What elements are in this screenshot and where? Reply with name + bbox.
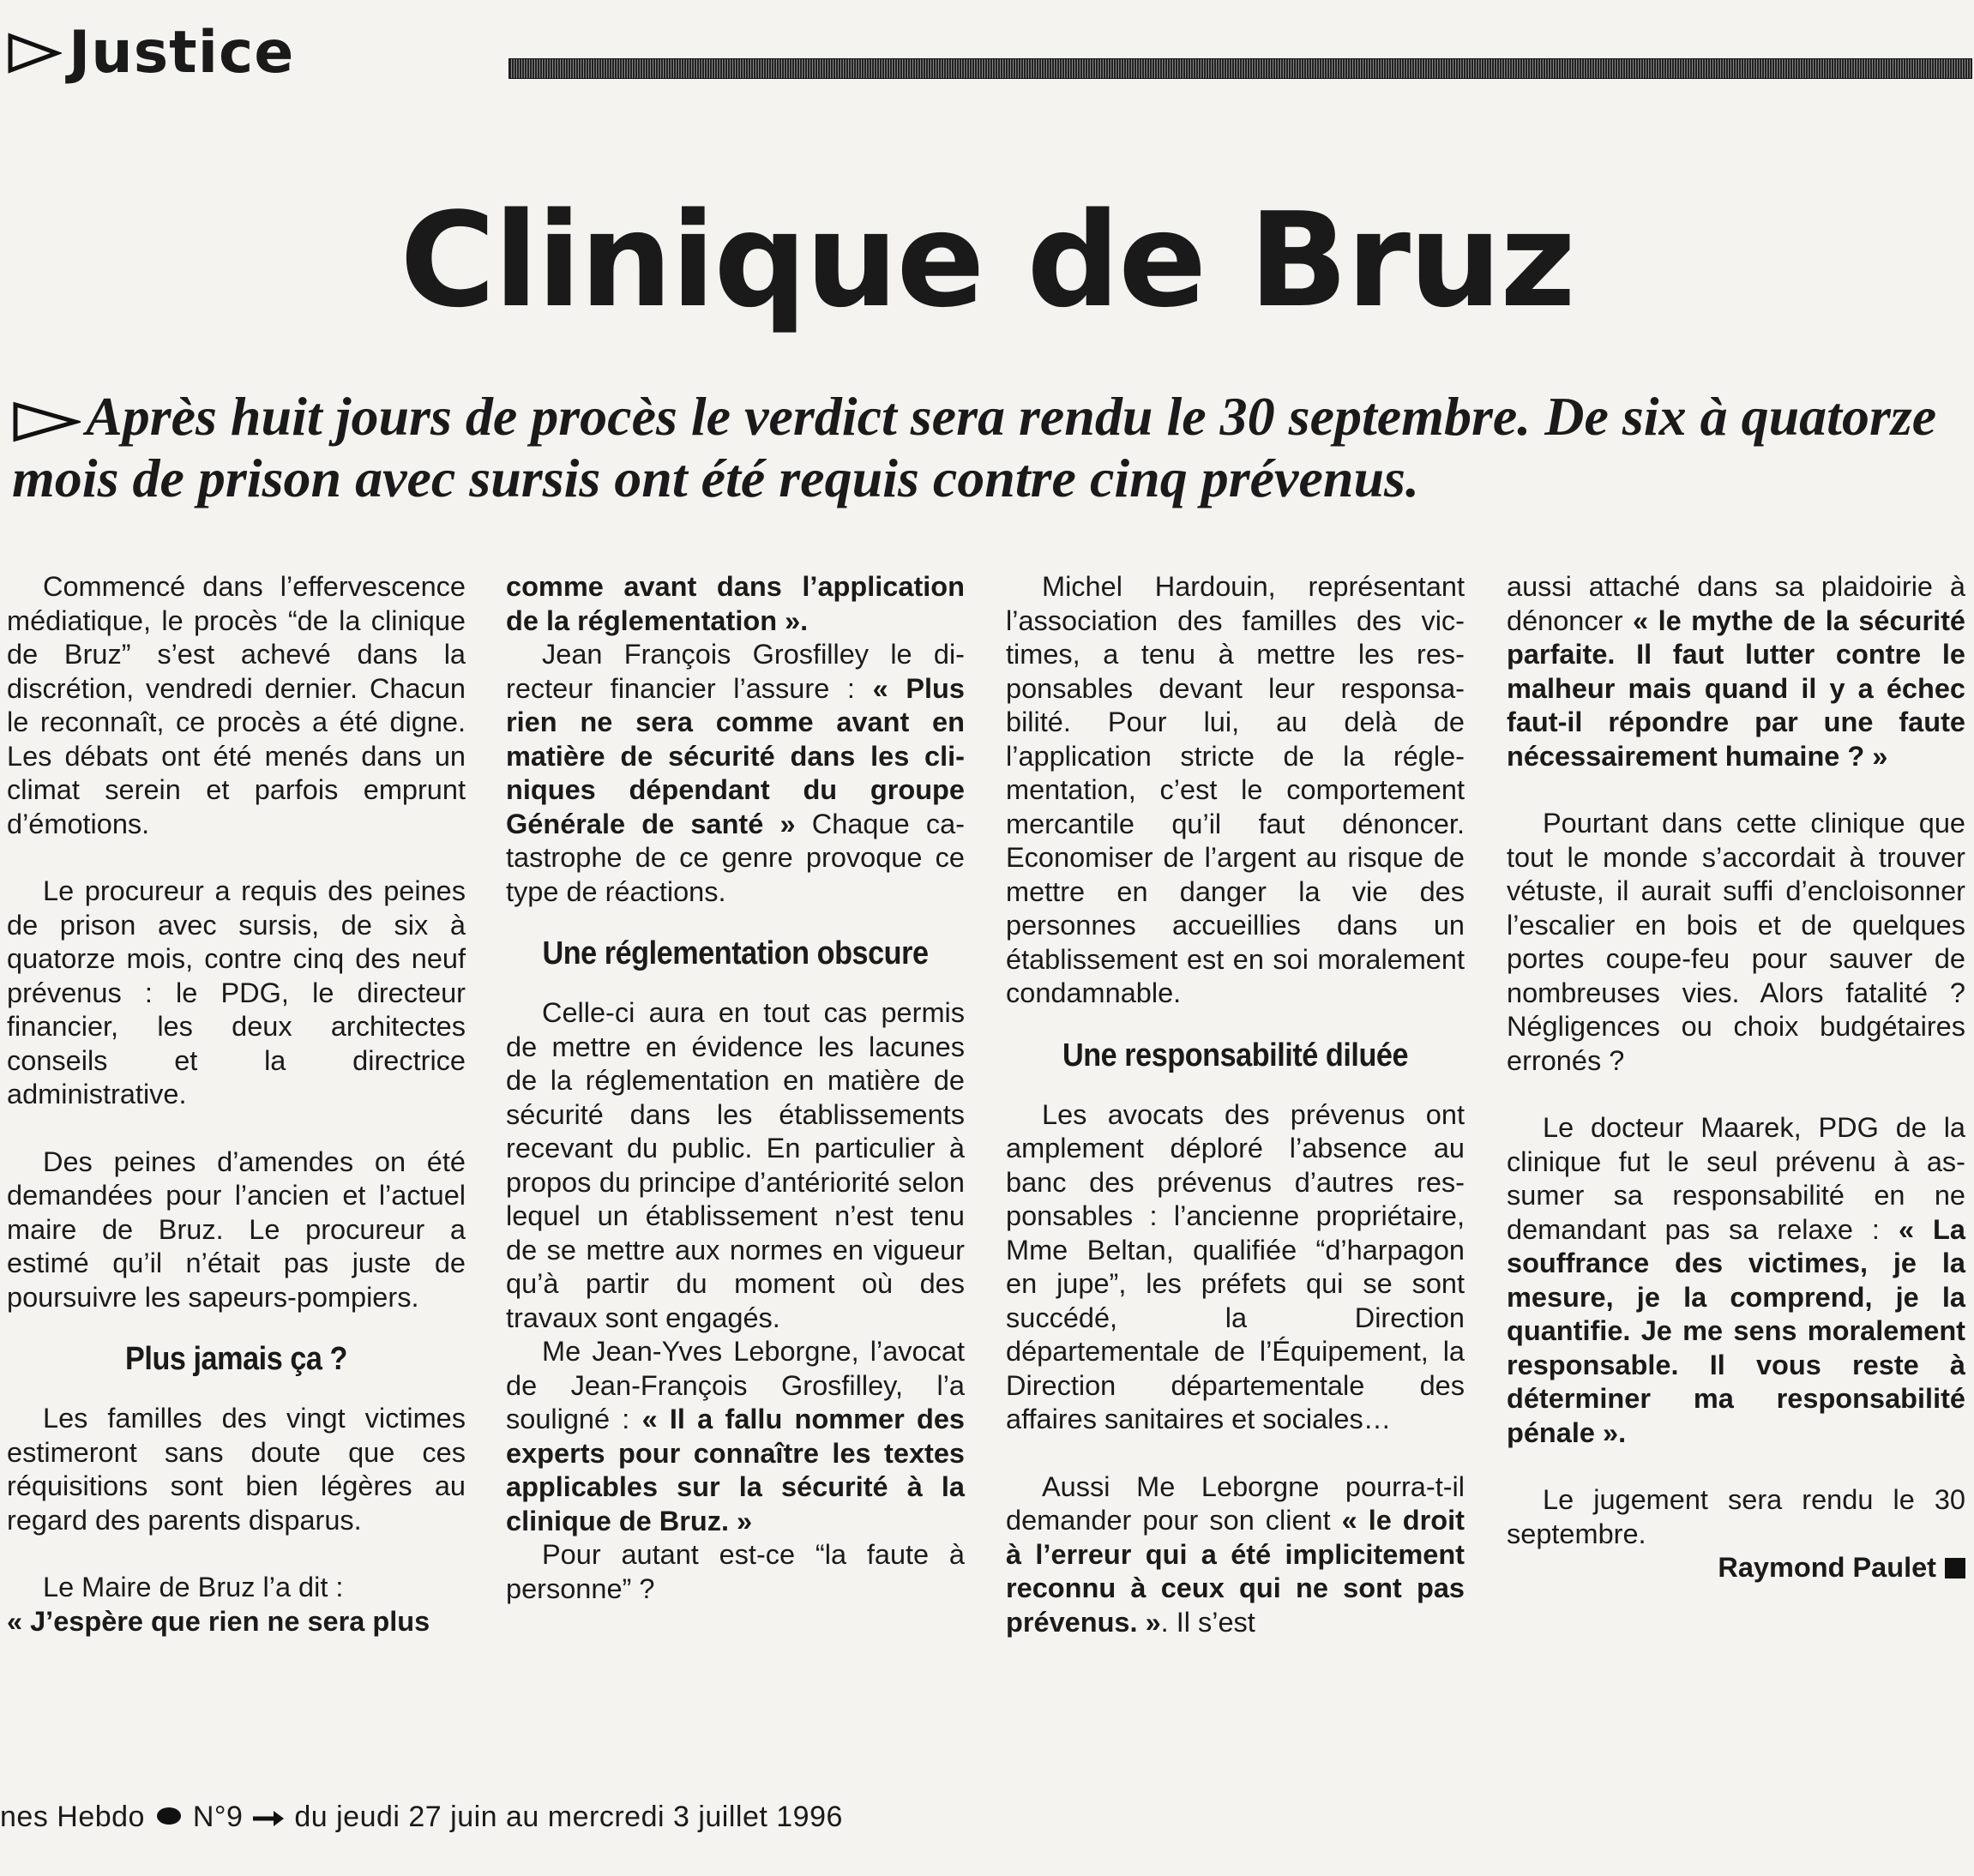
paragraph: Michel Hardouin, représentant l’association des familles des victimes, a tenu à mettre les responsables devant leur responsabilité. Pour lui, au delà de l’application stricte de la réglementation, c’est le comportement mercantile qu’il faut dénoncer. Economiser de l’argent au risque de mettre en danger la vie des personnes accueillies dans un établissement est en soi moralement condamnable.	[1006, 571, 1465, 1008]
paragraph-text: Chaque catastrophe de ce genre provoque ce type de réactions.	[506, 808, 965, 907]
paragraph	[1507, 1111, 1965, 1450]
paragraph: Les avocats des prévenus ont amplement déploré l’absence au banc des prévenus d’autres responsables : l’ancienne propriétaire, Mme Beltan, qualifiée “d’harpagon en jupe”, les préfets qui se sont succédé, la Direction départementale de l’Équipement, la Direction départementale des affaires sanitaires et sociales…	[1006, 1098, 1465, 1434]
subheading: Une responsabilité diluée	[1062, 1037, 1409, 1073]
article-title: Clinique de Bruz	[400, 184, 1574, 336]
quote: « le droit à l’erreur qui a été implicitement reconnu à ceux qui ne sont pas prévenus. »	[1006, 1505, 1465, 1638]
quote: « J’espère que rien ne sera plus	[7, 1605, 430, 1637]
paragraph	[506, 570, 965, 638]
subheading: Une réglementation obscure	[542, 935, 929, 971]
section-header	[7, 9, 1971, 94]
paragraph	[7, 1571, 466, 1638]
page-footer	[0, 1801, 843, 1834]
triangle-pointer-icon	[7, 33, 62, 74]
paragraph: Commencé dans l’effervescence médiatique, le procès “de la clinique de Bruz” s’est achevé dans la discrétion, vendredi dernier. Chacun le reconnaît, ce procès a été digne. Les débats ont été menés dans un climat serein et parfois emprunt d’émotions.	[7, 571, 466, 839]
byline	[1507, 1551, 1965, 1585]
quote: comme avant dans l’application de la réglementation ».	[506, 571, 965, 636]
header-rule	[509, 58, 1972, 79]
bullet-icon	[157, 1807, 181, 1825]
article-subtitle	[12, 386, 1967, 509]
paragraph-text: Le docteur Maarek, PDG de la clinique fut le seul prévenu à assumer sa responsabilité en ne demandant pas sa relaxe :	[1507, 1112, 1965, 1245]
issue-number: N°9	[192, 1801, 244, 1833]
end-mark-icon	[1945, 1558, 1965, 1578]
paragraph-text: Jean François Grosfilley le directeur financier l’assure :	[506, 639, 965, 704]
subtitle-text: Après huit jours de procès le verdict sera rendu le 30 septembre. De six à quatorze mois de prison avec sursis ont été requis contre cinq prévenus.	[12, 386, 1937, 508]
quote: « Plus rien ne sera comme avant en matière de sécurité dans les cliniques dépendant du groupe Générale de santé »	[506, 672, 965, 839]
paragraph-text: Me Jean-Yves Leborgne, l’avocat de Jean-François Grosfilley, l’a souligné :	[506, 1336, 965, 1434]
paragraph	[1507, 570, 1965, 773]
paragraph: Le procureur a requis des peines de prison avec sursis, de six à quatorze mois, contre cinq des neuf prévenus : le PDG, le directeur financier, les deux architectes conseils et la directrice administrative.	[7, 875, 466, 1109]
paragraph	[506, 638, 965, 909]
column-1	[7, 570, 466, 1638]
paragraph-text: aussi attaché dans sa plaidoirie à dénoncer	[1507, 571, 1965, 636]
paragraph: Pourtant dans cette clinique que tout le monde s’accordait à trouver vétuste, il aurait suffi d’encloisonner l’escalier en bois et de quelques portes coupe-feu pour sauver de nombreuses vies. Alors fatalité ? Négligences ou choix budgétaires erronés ?	[1507, 808, 1965, 1076]
quote: « Il a fallu nommer des experts pour connaître les textes applicables sur la sécurité à la clinique de Bruz. »	[506, 1404, 966, 1536]
column-3	[1006, 570, 1465, 1639]
paragraph	[1006, 1470, 1465, 1640]
paragraph: Des peines d’amendes on été demandées pour l’ancien et l’actuel maire de Bruz. Le procureur a estimé qu’il n’était pas juste de poursuivre les sapeurs-pompiers.	[7, 1145, 466, 1313]
paragraph	[506, 1335, 965, 1538]
paragraph: Les familles des vingt victimes estimeront sans doute que ces réquisitions sont bien légères au regard des parents disparus.	[7, 1403, 466, 1536]
column-4	[1507, 570, 1965, 1585]
issue-dates: du jeudi 27 juin au mercredi 3 juillet 1996	[294, 1801, 843, 1833]
triangle-pointer-icon	[12, 400, 81, 444]
publication-name: nes Hebdo	[0, 1801, 145, 1833]
arrow-right-icon	[251, 1809, 286, 1828]
author-name: Raymond Paulet	[1718, 1552, 1936, 1583]
paragraph-text: Aussi Me Leborgne pourra-t-il demander pour son client	[1006, 1470, 1465, 1536]
rubrique	[7, 19, 294, 87]
rubrique-label: Justice	[69, 19, 295, 87]
quote: « le mythe de la sécurité parfaite. Il faut lutter contre le malheur mais quand il y a échec faut-il répondre par une faute nécessairement humaine ? »	[1507, 604, 1966, 772]
paragraph: Celle-ci aura en tout cas permis de mettre en évidence les lacunes de la réglementation en matière de sécurité dans les établissements recevant du public. En particulier à propos du principe d’antériorité selon lequel un établissement n’est tenu de se mettre aux normes en vigueur qu’à partir du moment où des travaux sont engagés.	[506, 997, 965, 1333]
paragraph: Pour autant est-ce “la faute à personne” ?	[506, 1539, 965, 1604]
subheading: Plus jamais ça ?	[125, 1341, 347, 1377]
quote: « La souffrance des victimes, je la mesure, je la comprend, je la quantifie. Je me sens moralement responsable. Il vous reste à déterminer ma responsabilité pénale ».	[1507, 1213, 1965, 1448]
paragraph-text: Le Maire de Bruz l’a dit :	[43, 1572, 344, 1602]
paragraph: Le jugement sera rendu le 30 septembre.	[1507, 1484, 1965, 1549]
paragraph-text: . Il s’est	[1160, 1606, 1255, 1638]
column-2	[506, 570, 965, 1606]
